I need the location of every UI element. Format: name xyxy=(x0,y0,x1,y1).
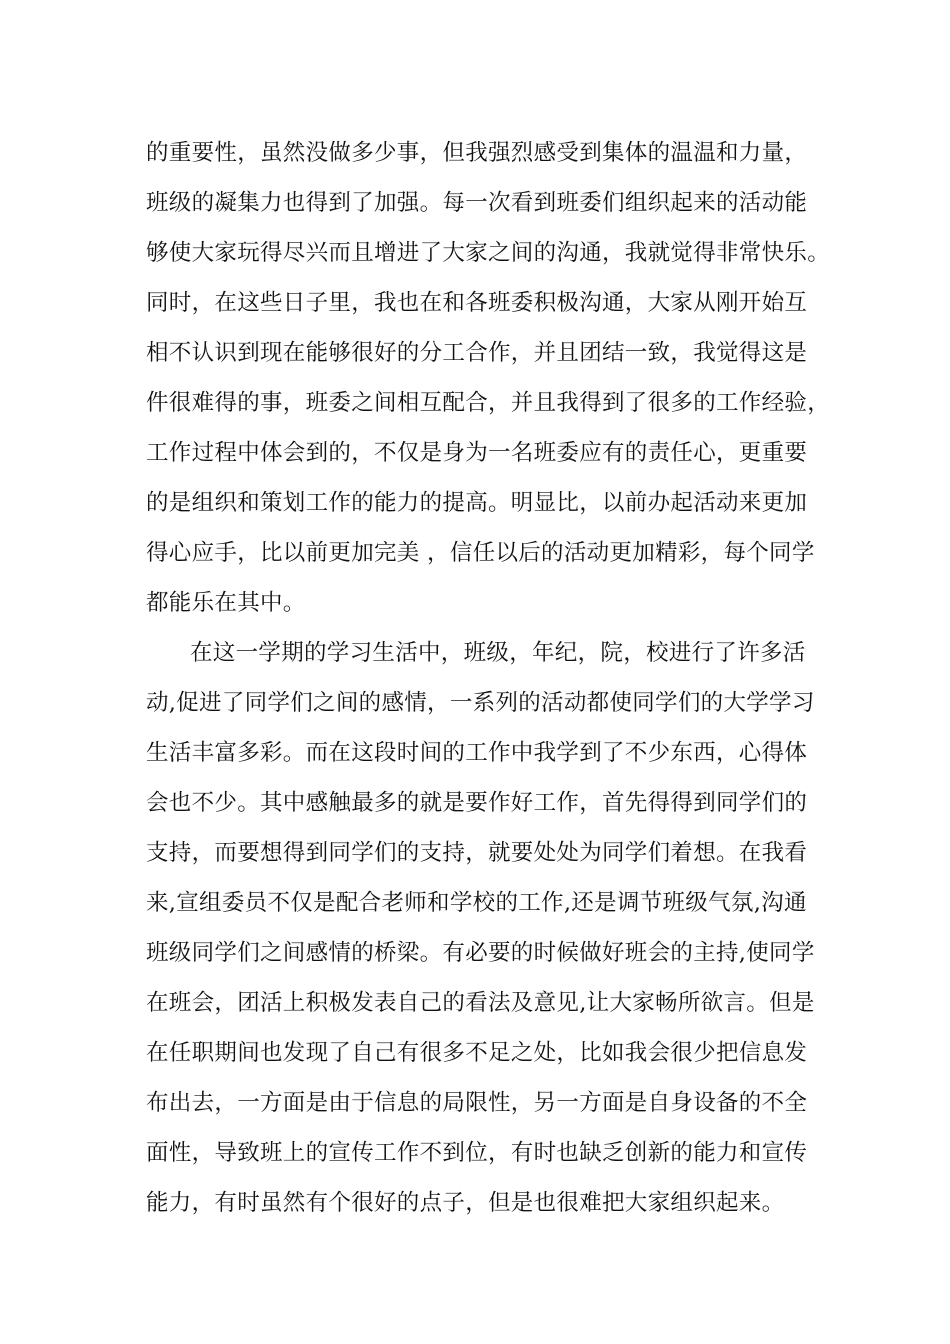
text-line: 班级同学们之间感情的桥梁。有必要的时候做好班会的主持,使同学 xyxy=(146,940,815,966)
text-line: 在任职期间也发现了自己有很多不足之处，比如我会很少把信息发 xyxy=(146,1040,808,1066)
text-line: 支持，而要想得到同学们的支持，就要处处为同学们着想。在我看 xyxy=(146,840,808,866)
text-line: 布出去，一方面是由于信息的局限性，另一方面是自身设备的不全 xyxy=(146,1090,808,1116)
text-line: 相不认识到现在能够很好的分工合作，并且团结一致，我觉得这是 xyxy=(146,340,808,366)
text-line: 的是组织和策划工作的能力的提高。明显比，以前办起活动来更加 xyxy=(146,490,808,516)
text-line: 在班会，团活上积极发表自己的看法及意见,让大家畅所欲言。但是 xyxy=(146,990,815,1016)
text-line: 生活丰富多彩。而在这段时间的工作中我学到了不少东西，心得体 xyxy=(146,740,808,766)
text-line: 的重要性，虽然没做多少事，但我强烈感受到集体的温温和力量， xyxy=(146,140,808,166)
text-line: 工作过程中体会到的，不仅是身为一名班委应有的责任心，更重要 xyxy=(146,440,808,466)
text-line: 能力，有时虽然有个很好的点子，但是也很难把大家组织起来。 xyxy=(146,1190,785,1216)
text-line: 面性，导致班上的宣传工作不到位，有时也缺乏创新的能力和宣传 xyxy=(146,1140,808,1166)
text-line: 会也不少。其中感触最多的就是要作好工作，首先得得到同学们的 xyxy=(146,790,808,816)
paragraph-first-line: 在这一学期的学习生活中，班级，年纪，院，校进行了许多活 xyxy=(190,640,806,666)
text-line: 都能乐在其中。 xyxy=(146,590,306,616)
text-line: 够使大家玩得尽兴而且增进了大家之间的沟通，我就觉得非常快乐。 xyxy=(146,240,831,266)
text-line: 班级的凝集力也得到了加强。每一次看到班委们组织起来的活动能 xyxy=(146,190,808,216)
document-body xyxy=(146,128,831,1228)
text-line: 同时，在这些日子里，我也在和各班委积极沟通，大家从刚开始互 xyxy=(146,290,808,316)
text-line: 件很难得的事，班委之间相互配合，并且我得到了很多的工作经验， xyxy=(146,390,831,416)
text-line: 动,促进了同学们之间的感情，一系列的活动都使同学们的大学学习 xyxy=(146,690,815,716)
text-line: 来,宣组委员不仅是配合老师和学校的工作,还是调节班级气氛,沟通 xyxy=(146,890,807,916)
text-line: 得心应手，比以前更加完美 ，信任以后的活动更加精彩，每个同学 xyxy=(146,540,815,566)
